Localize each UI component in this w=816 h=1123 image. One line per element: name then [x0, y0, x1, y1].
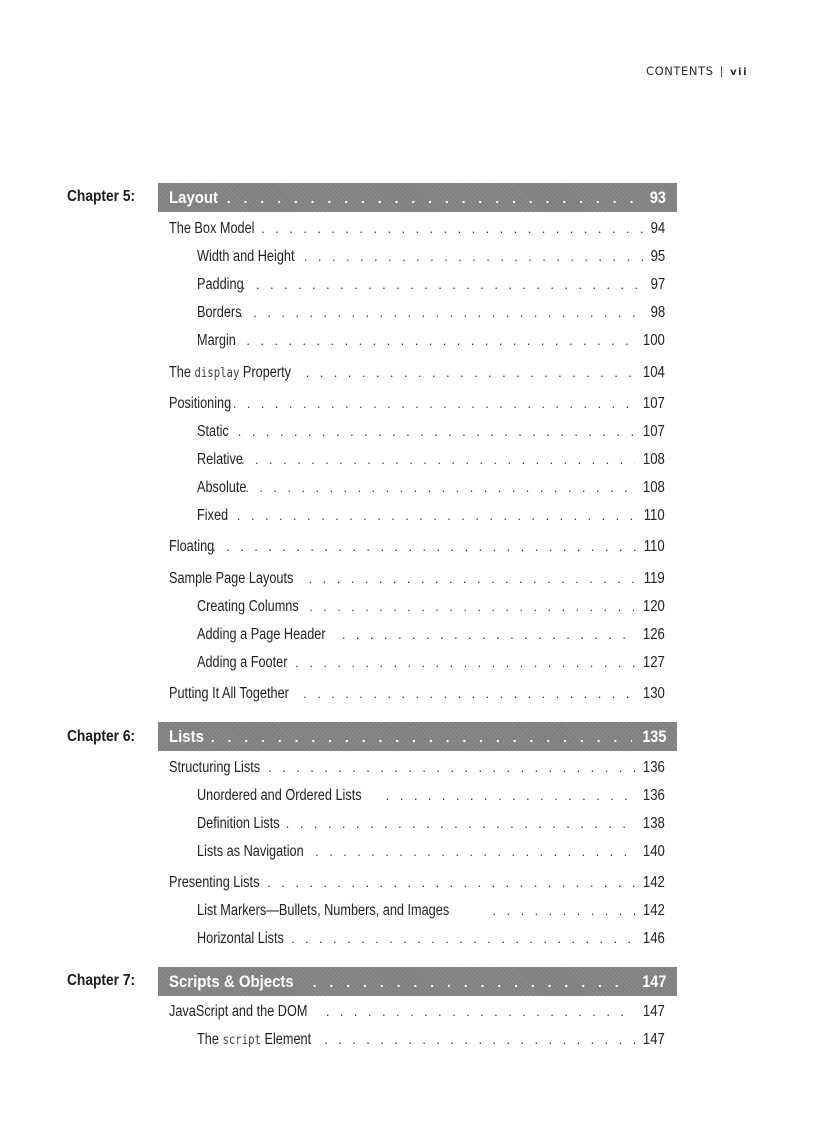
- entry-title: JavaScript and the DOM: [169, 1003, 308, 1020]
- dot-leader: [493, 903, 636, 918]
- toc-entry-width-and-height[interactable]: [197, 248, 665, 266]
- entry-title: Padding: [197, 276, 244, 293]
- entry-title: Sample Page Layouts: [169, 570, 294, 587]
- toc-entry-margin[interactable]: [197, 332, 665, 350]
- toc-entry-floating[interactable]: [169, 538, 665, 556]
- entry-title: Margin: [197, 332, 236, 349]
- entry-title: Adding a Footer: [197, 654, 288, 671]
- dot-leader: [233, 396, 635, 411]
- entry-title: Floating: [169, 538, 215, 555]
- toc-entry-adding-a-page-header[interactable]: [197, 626, 665, 644]
- toc-entry-relative[interactable]: [197, 451, 665, 469]
- dot-leader: [242, 277, 644, 292]
- entry-page-number: 97: [650, 276, 665, 293]
- entry-title: Relative: [197, 451, 243, 468]
- entry-title: Presenting Lists: [169, 874, 260, 891]
- entry-page-number: 142: [643, 874, 665, 891]
- entry-page-number: 98: [650, 304, 665, 321]
- entry-title: Horizontal Lists: [197, 930, 284, 947]
- dot-leader: [232, 333, 635, 348]
- dot-leader: [241, 452, 635, 467]
- entry-title-suffix: Property: [242, 364, 291, 381]
- dot-leader: [309, 599, 635, 614]
- dot-leader: [223, 508, 636, 523]
- toc-entry-definition-lists[interactable]: [197, 815, 665, 833]
- chapter-6-title-bar[interactable]: [158, 722, 677, 751]
- toc-entry-the-display-property[interactable]: [169, 364, 665, 382]
- entry-title: Fixed: [197, 507, 229, 524]
- entry-title: Definition Lists: [197, 815, 280, 832]
- toc-entry-absolute[interactable]: [197, 479, 665, 497]
- entry-page-number: 138: [643, 815, 665, 832]
- dot-leader: [227, 190, 641, 206]
- entry-page-number: 136: [643, 759, 665, 776]
- dot-leader: [295, 655, 635, 670]
- running-header-separator: |: [719, 64, 725, 78]
- chapter-7-title-bar[interactable]: [158, 967, 677, 996]
- entry-title: Borders: [197, 304, 242, 321]
- toc-entry-presenting-lists[interactable]: [169, 874, 665, 892]
- toc-entry-the-box-model[interactable]: [169, 220, 665, 238]
- dot-leader: [268, 760, 635, 775]
- entry-title: Width and Height: [197, 248, 295, 265]
- toc-entry-structuring-lists[interactable]: [169, 759, 665, 777]
- dot-leader: [211, 729, 632, 745]
- entry-page-number: 107: [643, 423, 665, 440]
- dot-leader: [342, 627, 635, 642]
- entry-title: Positioning: [169, 395, 232, 412]
- entry-page-number: 110: [643, 507, 665, 524]
- toc-entry-unordered-and-ordered-lists[interactable]: [197, 787, 665, 805]
- entry-title: [169, 364, 291, 382]
- inline-code: display: [194, 366, 240, 381]
- dot-leader: [291, 931, 635, 946]
- entry-title: Structuring Lists: [169, 759, 261, 776]
- entry-title: List Markers—Bullets, Numbers, and Images: [197, 902, 450, 919]
- entry-page-number: 104: [643, 364, 665, 381]
- entry-page-number: 95: [650, 248, 665, 265]
- dot-leader: [286, 816, 635, 831]
- toc-entry-creating-columns[interactable]: [197, 598, 665, 616]
- inline-code: script: [222, 1033, 261, 1048]
- running-header-section: CONTENTS: [645, 64, 714, 78]
- entry-page-number: 119: [643, 570, 665, 587]
- chapter-title: Lists: [169, 726, 204, 746]
- toc-entry-horizontal-lists[interactable]: [197, 930, 665, 948]
- chapter-title: Layout: [169, 187, 219, 207]
- entry-title: Putting It All Together: [169, 685, 289, 702]
- entry-page-number: 100: [643, 332, 665, 349]
- entry-page-number: 127: [643, 654, 665, 671]
- entry-title: The Box Model: [169, 220, 255, 237]
- entry-title-prefix: The: [169, 364, 191, 381]
- entry-page-number: 108: [643, 479, 665, 496]
- entry-title: Static: [197, 423, 229, 440]
- entry-page-number: 130: [643, 685, 665, 702]
- dot-leader: [212, 539, 636, 554]
- toc-entry-positioning[interactable]: [169, 395, 665, 413]
- entry-title: Adding a Page Header: [197, 626, 326, 643]
- toc-entry-the-script-element[interactable]: [197, 1031, 665, 1049]
- entry-page-number: 136: [643, 787, 665, 804]
- running-header: [646, 64, 748, 78]
- entry-page-number: 147: [643, 1031, 665, 1048]
- entry-page-number: 107: [643, 395, 665, 412]
- dot-leader: [315, 844, 635, 859]
- toc-entry-fixed[interactable]: [197, 507, 665, 525]
- entry-page-number: 146: [643, 930, 665, 947]
- entry-title-prefix: The: [197, 1031, 219, 1048]
- entry-title: [197, 1031, 311, 1049]
- dot-leader: [386, 788, 635, 803]
- entry-title: Creating Columns: [197, 598, 299, 615]
- dot-leader: [309, 571, 637, 586]
- dot-leader: [324, 1032, 635, 1047]
- toc-entry-lists-as-navigation[interactable]: [197, 843, 665, 861]
- toc-entry-static[interactable]: [197, 423, 665, 441]
- entry-page-number: 140: [643, 843, 665, 860]
- entry-title: Unordered and Ordered Lists: [197, 787, 362, 804]
- dot-leader: [239, 305, 643, 320]
- chapter-title: Scripts & Objects: [169, 971, 294, 991]
- dot-leader: [267, 875, 635, 890]
- toc-entry-adding-a-footer[interactable]: [197, 654, 665, 672]
- entry-page-number: 126: [643, 626, 665, 643]
- entry-title: Absolute: [197, 479, 247, 496]
- dot-leader: [224, 424, 635, 439]
- chapter-page-number: 147: [641, 971, 666, 991]
- chapter-page-number: 135: [641, 726, 666, 746]
- toc-entry-list-markers[interactable]: [197, 902, 665, 920]
- entry-page-number: 142: [643, 902, 665, 919]
- dot-leader: [245, 480, 635, 495]
- dot-leader: [313, 974, 632, 990]
- dot-leader: [326, 1004, 635, 1019]
- dot-leader: [261, 221, 644, 236]
- chapter-page-number: 93: [649, 187, 666, 207]
- dot-leader: [303, 686, 635, 701]
- toc-entry-sample-page-layouts[interactable]: [169, 570, 665, 588]
- dot-leader: [306, 365, 635, 380]
- toc-entry-borders[interactable]: [197, 304, 665, 322]
- chapter-7-label: Chapter 7:: [67, 972, 136, 989]
- entry-page-number: 120: [643, 598, 665, 615]
- entry-title-suffix: Element: [264, 1031, 312, 1048]
- chapter-5-title-bar[interactable]: [158, 183, 677, 212]
- toc-entry-putting-it-all-together[interactable]: [169, 685, 665, 703]
- entry-page-number: 94: [650, 220, 665, 237]
- chapter-5-label: Chapter 5:: [67, 188, 136, 205]
- toc-entry-javascript-and-the-dom[interactable]: [169, 1003, 665, 1021]
- entry-page-number: 147: [643, 1003, 665, 1020]
- dot-leader: [304, 249, 644, 264]
- entry-page-number: 110: [643, 538, 665, 555]
- entry-title: Lists as Navigation: [197, 843, 304, 860]
- entry-page-number: 108: [643, 451, 665, 468]
- chapter-6-label: Chapter 6:: [67, 728, 136, 745]
- running-header-page-number: vii: [730, 67, 748, 78]
- toc-entry-padding[interactable]: [197, 276, 665, 294]
